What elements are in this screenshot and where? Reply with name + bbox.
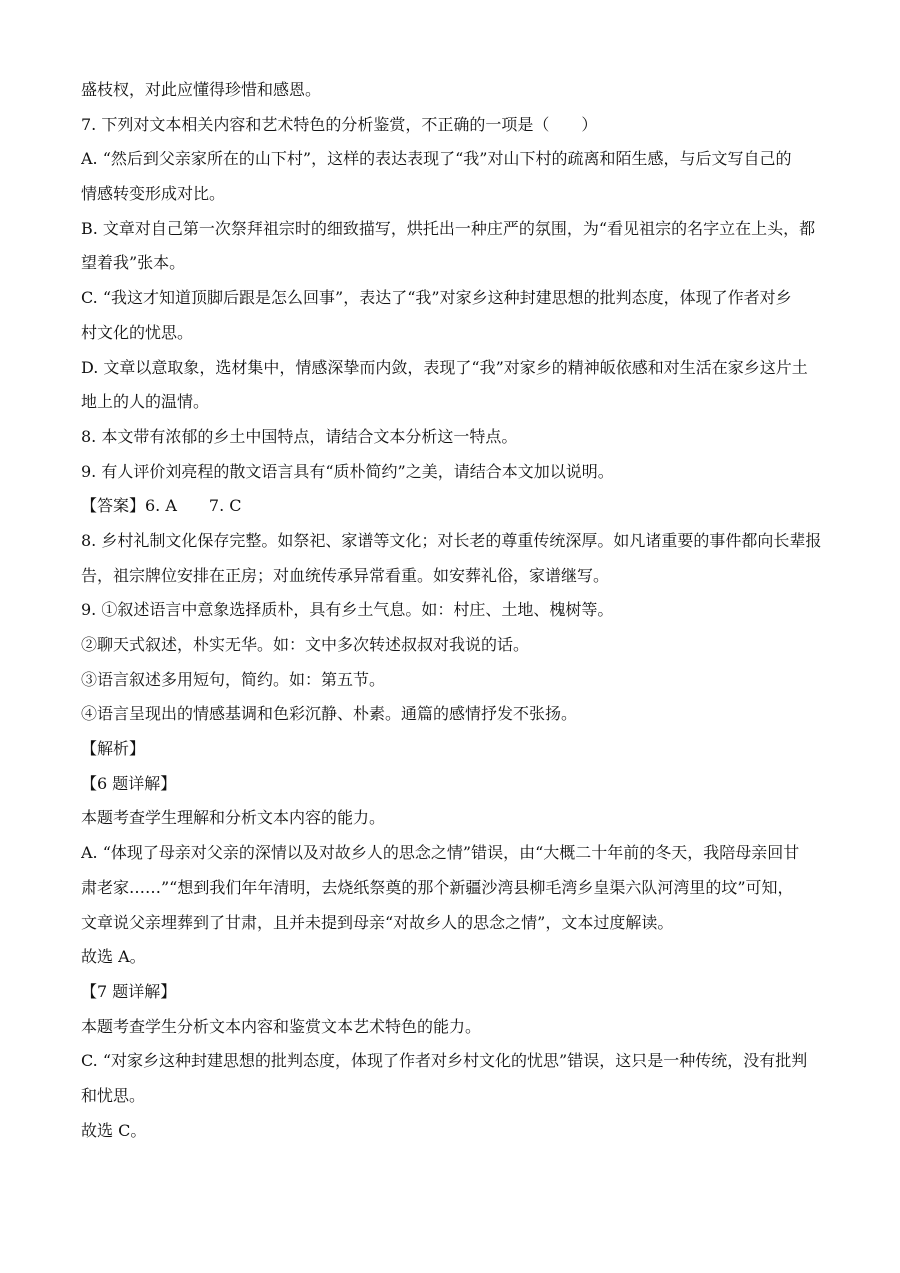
text-line: 望着我”张本。: [81, 253, 186, 273]
answer-9-point-1: 9. ①叙述语言中意象选择质朴，具有乡土气息。如：村庄、土地、槐树等。: [81, 600, 614, 620]
q7-detail-text: C. “对家乡这种封建思想的批判态度，体现了作者对乡村文化的忧思”错误，这只是一种传统，没有批判: [81, 1051, 808, 1071]
document-body: [81, 73, 821, 1148]
text-line: 文章说父亲埋葬到了甘肃，且并未提到母亲“对故乡人的思念之情”，文本过度解读。: [81, 912, 674, 932]
analysis-heading: 【解析】: [81, 739, 146, 759]
q7-conclusion: 故选 C。: [81, 1120, 147, 1140]
answer-8: 8. 乡村礼制文化保存完整。如祭祀、家谱等文化；对长老的尊重传统深厚。如凡诸重要的事件都向长辈报: [81, 530, 821, 550]
question-7-option-a: A. “然后到父亲家所在的山下村”，这样的表达表现了“我”对山下村的疏离和陌生感，与后文写自己的: [81, 149, 792, 169]
question-8-stem: 8. 本文带有浓郁的乡土中国特点，请结合文本分析这一特点。: [81, 426, 518, 446]
answer-9-point-4: ④语言呈现出的情感基调和色彩沉静、朴素。通篇的感情抒发不张扬。: [81, 704, 578, 724]
answer-9-point-2: ②聊天式叙述，朴实无华。如：文中多次转述叔叔对我说的话。: [81, 635, 530, 654]
q6-detail-intro: 本题考查学生理解和分析文本内容的能力。: [81, 808, 386, 828]
text-line: 告，祖宗牌位安排在正房；对血统传承异常看重。如安葬礼俗，家谱继写。: [81, 565, 610, 585]
question-7-option-b: B. 文章对自己第一次祭拜祖宗时的细致描写，烘托出一种庄严的氛围，为“看见祖宗的名字立在上头，都: [81, 218, 816, 238]
q7-detail-intro: 本题考查学生分析文本内容和鉴赏文本艺术特色的能力。: [81, 1016, 482, 1036]
answer-9-point-3: ③语言叙述多用短句，简约。如：第五节。: [81, 669, 386, 689]
text-line: 地上的人的温情。: [81, 392, 210, 412]
q6-detail-heading: 【6 题详解】: [81, 773, 177, 793]
text-line: 和忧思。: [81, 1085, 146, 1105]
question-7-stem: 7. 下列对文本相关内容和艺术特色的分析鉴赏，不正确的一项是（ ）: [81, 114, 598, 134]
q6-conclusion: 故选 A。: [81, 947, 146, 967]
question-9-stem: 9. 有人评价刘亮程的散文语言具有“质朴简约”之美，请结合本文加以说明。: [81, 461, 614, 481]
text-line: 肃老家……”“想到我们年年清明，去烧纸祭奠的那个新疆沙湾县柳毛湾乡皇渠六队河湾里的坟”可知，: [81, 877, 794, 897]
text-line: 村文化的忧思。: [81, 322, 194, 342]
q6-detail-text: A. “体现了母亲对父亲的深情以及对故乡人的思念之情”错误，由“大概二十年前的冬天，我陪母亲回甘: [81, 843, 800, 863]
answer-heading: 【答案】6. A 7. C: [81, 496, 242, 516]
text-line: 情感转变形成对比。: [81, 184, 226, 204]
q7-detail-heading: 【7 题详解】: [81, 981, 177, 1001]
text-line: 盛枝杈，对此应懂得珍惜和感恩。: [81, 80, 322, 99]
question-7-option-d: D. 文章以意取象，选材集中，情感深挚而内敛，表现了“我”对家乡的精神皈依感和对生活在家乡这片土: [81, 357, 808, 377]
question-7-option-c: C. “我这才知道顶脚后跟是怎么回事”，表达了“我”对家乡这种封建思想的批判态度，体现了作者对乡: [81, 288, 792, 308]
